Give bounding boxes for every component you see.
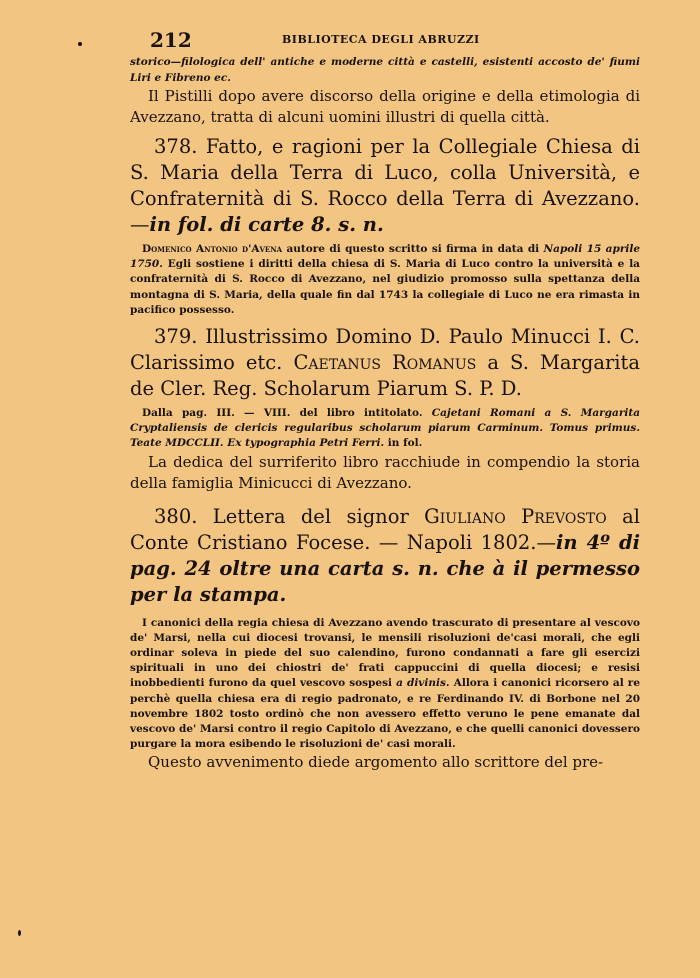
entry-379-paragraph: La dedica del surriferito libro racchiude in compendio la storia della famiglia Minicucci di Avezzano. bbox=[130, 452, 640, 492]
entry-380-note: I canonici della regia chiesa di Avezzano avendo trascurato di presentare al vescovo de' Marsi, nella cui diocesi trovansi, le mensili risoluzioni de'casi morali, che egli ordinar soleva in piede del suo calendino, furono condannati a fare gli esercizi spirituali in uno dei chiostri de' frati cappuccini di quella diocesi; e resisi inobbedienti furono da quel vescovo sospesi a divinis. Allora i canonici ricorsero al re perchè quella chiesa era di regio padronato, e re Ferdinando IV. di Borbone nel 20 novembre 1802 tosto ordinò che non avessero effetto veruno le pene emanate dal vescovo de' Marsi contro il regio Capitolo di Avezzano, e che quelli canonici dovessero purgare la mora esibendo le risoluzioni de' casi morali. bbox=[130, 616, 641, 751]
continued-title: storico—filologica dell' antiche e moderne città e castelli, esistenti accosto de' fiumi Liri e Fibreno ec. bbox=[130, 56, 640, 84]
intro-paragraph: Il Pistilli dopo avere discorso della origine e della etimologia di Avezzano, tratta di alcuni uomini illustri di quella città. bbox=[130, 87, 640, 126]
entry-author: Caetanus Romanus bbox=[293, 351, 477, 375]
entry-379-heading: 379. Illustrissimo Domino D. Paulo Minucci I. C. Clarissimo etc. Caetanus Romanus a S. Margarita de Cler. Reg. Scholarum Piarum S. P. D. bbox=[130, 325, 641, 401]
margin-speck-top bbox=[78, 42, 82, 46]
entry-format: in 4º di pag. 24 oltre una carta s. n. che à il permesso per la stampa. bbox=[130, 530, 640, 606]
entry-author: Giuliano Prevosto bbox=[424, 504, 607, 528]
margin-speck-bottom bbox=[18, 930, 21, 936]
page-number: 212 bbox=[150, 28, 192, 52]
page-header bbox=[130, 28, 640, 52]
entry-380-heading: 380. Lettera del signor Giuliano Prevosto al Conte Cristiano Focese. — Napoli 1802.—in 4º di pag. 24 oltre una carta s. n. che à il permesso per la stampa. bbox=[130, 504, 640, 606]
note-date: Napoli 15 aprile 1750. bbox=[130, 243, 641, 271]
book-page bbox=[130, 28, 640, 773]
note-author: Domenico Antonio d'Avena bbox=[142, 243, 283, 255]
running-title: BIBLIOTECA DEGLI ABRUZZI bbox=[282, 33, 480, 46]
entry-379-note: Dalla pag. III. — VIII. del libro intitolato. Cajetani Romani a S. Margarita Cryptaliensis de clericis regularibus scholarum piarum Carminum. Tomus primus. Teate MDCCLII. Ex typographia Petri Ferri. in fol. bbox=[130, 407, 640, 450]
entry-380-paragraph: Questo avvenimento diede argomento allo scrittore del pre- bbox=[148, 753, 604, 772]
entry-378-note: Domenico Antonio d'Avena autore di questo scritto si firma in data di Napoli 15 aprile 1750. Egli sostiene i diritti della chiesa di S. Maria di Luco contro la università e la confraternità di S. Rocco di Avezzano, nel giudizio promosso sulla spettanza della montagna di S. Maria, della quale fin dal 1743 la collegiale di Luco ne era rimasta in pacifico possesso. bbox=[130, 243, 641, 316]
entry-378-heading bbox=[130, 134, 640, 238]
entry-format: in fol. di carte 8. s. n. bbox=[149, 213, 384, 236]
note-cited-work: Cajetani Romani a S. Margarita Cryptaliensis de clericis regularibus scholarum piarum Carminum. Tomus primus. Teate MDCCLII. Ex typographia Petri Ferri. bbox=[130, 407, 640, 450]
entry-number: 378. bbox=[154, 135, 198, 158]
entry-number: 380. bbox=[154, 504, 198, 528]
entry-number: 379. bbox=[154, 325, 198, 349]
entry-title: Fatto, e ragioni per la Collegiale Chiesa di S. Maria della Terra di Luco, colla Università, e Confraternità di S. Rocco della Terra di Avezzano.— bbox=[130, 135, 641, 236]
